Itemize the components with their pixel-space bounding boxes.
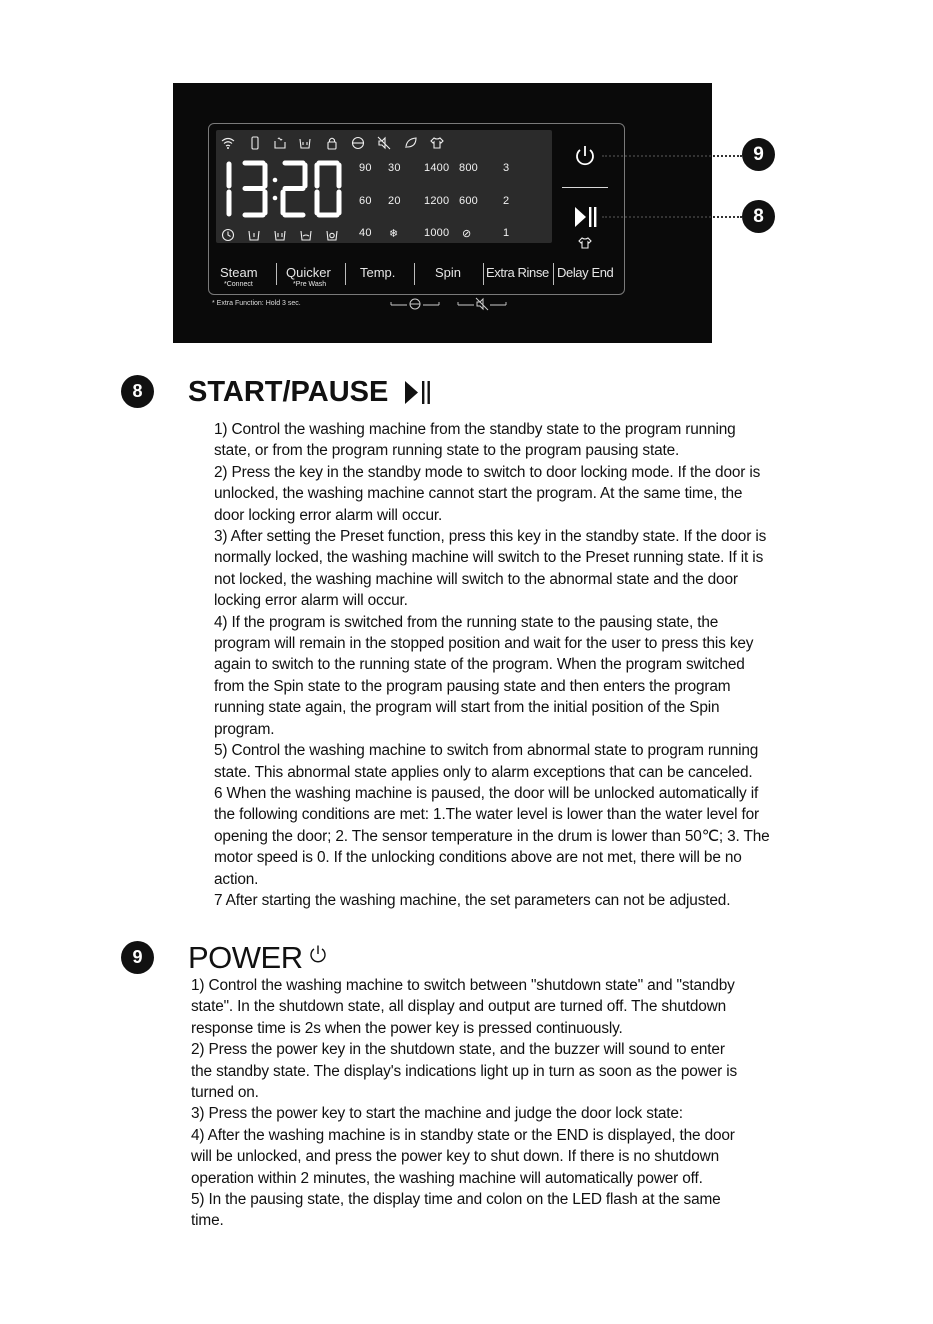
- body-line: door locking error alarm will occur.: [214, 506, 443, 524]
- body-line: 1) Control the washing machine to switch between "shutdown state" and "standby: [191, 977, 735, 994]
- body-line: 5) In the pausing state, the display time and colon on the LED flash at the same: [191, 1191, 721, 1209]
- steam-sub-label: *Connect: [224, 281, 253, 288]
- body-line: locking error alarm will occur.: [214, 592, 408, 610]
- mainwash-icon: [273, 228, 287, 242]
- body-line: program will remain in the stopped position and wait for the user to press this key: [214, 635, 754, 653]
- body-line: unlocked, the washing machine cannot start the program. At the same time, the: [214, 485, 743, 503]
- section-8-title: START/PAUSE: [188, 376, 389, 408]
- power-icon: [573, 144, 597, 168]
- body-line: the following conditions are met: 1.The water level is lower than the water level for: [214, 806, 760, 824]
- body-line: not locked, the washing machine will switch to the abnormal state and the door: [214, 570, 738, 588]
- body-line: turned on.: [191, 1084, 259, 1102]
- divider: [483, 263, 484, 285]
- section-8-body: [214, 419, 770, 911]
- rinse-icon: [299, 228, 313, 242]
- body-line: 3) After setting the Preset function, press this key in the standby state. If the door is: [214, 528, 767, 546]
- extra-rinse-button[interactable]: Extra Rinse: [486, 265, 549, 280]
- body-line: 6 When the washing machine is paused, the door will be unlocked automatically if: [214, 784, 759, 802]
- drum-icon: [351, 136, 365, 150]
- body-line: from the Spin state to the program pausing state and then enters the program: [214, 677, 731, 695]
- body-line: state. This abnormal state applies only to alarm exceptions that can be canceled.: [214, 763, 753, 781]
- steam-icon: [273, 136, 287, 150]
- lock-icon: [325, 136, 339, 150]
- section-9-title: POWER: [188, 940, 303, 975]
- spin-1000: 1000: [424, 227, 450, 239]
- body-line: motor speed is 0. If the unlocking conditions above are not met, there will be no: [214, 849, 742, 867]
- body-line: normally locked, the washing machine will switch to the Preset running state. If it is: [214, 549, 764, 567]
- body-line: will be unlocked, and press the power key to shut down. If there is no shutdown: [191, 1148, 719, 1166]
- callout-line-start: [602, 216, 742, 218]
- power-icon: [308, 944, 328, 964]
- clock-icon: [221, 228, 235, 242]
- body-line: state, or from the program running state to the program pausing state.: [214, 442, 680, 460]
- power-button[interactable]: [573, 144, 597, 168]
- spin-1200: 1200: [424, 195, 450, 207]
- rinse-2: 2: [503, 195, 510, 207]
- wifi-icon: [221, 136, 235, 150]
- tub-icon: [298, 136, 312, 150]
- play-pause-icon: [574, 206, 598, 228]
- lcd-clock-digits: [221, 160, 345, 218]
- temp-20: 20: [388, 195, 401, 207]
- body-line: 7 After starting the washing machine, the set parameters can not be adjusted.: [214, 891, 731, 909]
- divider: [345, 263, 346, 285]
- extra-function-note: * Extra Function: Hold 3 sec.: [212, 300, 301, 307]
- callout-badge-start: 8: [742, 200, 775, 233]
- steam-button[interactable]: Steam: [220, 265, 258, 280]
- spin-1400: 1400: [424, 162, 450, 174]
- rinse-1: 1: [503, 227, 510, 239]
- divider: [276, 263, 277, 285]
- spin-tub-icon: [325, 228, 339, 242]
- cold-icon: ❄: [389, 228, 399, 240]
- body-line: 2) Press the power key in the shutdown state, and the buzzer will sound to enter: [191, 1041, 725, 1059]
- section-8-badge: 8: [121, 375, 154, 408]
- temp-button[interactable]: Temp.: [360, 265, 396, 280]
- body-line: 2) Press the key in the standby mode to switch to door locking mode. If the door is: [214, 463, 761, 481]
- temp-90: 90: [359, 162, 372, 174]
- body-line: action.: [214, 870, 259, 888]
- temp-40: 40: [359, 227, 372, 239]
- shirt-icon: [430, 136, 444, 150]
- start-pause-button[interactable]: [574, 206, 598, 228]
- body-line: operation within 2 minutes, the washing machine will automatically power off.: [191, 1169, 703, 1187]
- section-9-badge: 9: [121, 941, 154, 974]
- phone-icon: [248, 136, 262, 150]
- body-line: time.: [191, 1212, 224, 1230]
- play-pause-icon: [404, 380, 432, 405]
- spin-600: 600: [459, 195, 478, 207]
- divider: [553, 263, 554, 285]
- shirt-small-icon: [578, 236, 592, 250]
- hold-mute-icon: [456, 296, 508, 312]
- body-line: again to switch to the running state of the program. When the program switched: [214, 656, 745, 674]
- lcd-bottom-icon-row: [221, 228, 351, 242]
- rinse-3: 3: [503, 162, 510, 174]
- body-line: the standby state. The display's indications light up in turn as soon as the power is: [191, 1062, 738, 1080]
- body-line: 4) If the program is switched from the running state to the pausing state, the: [214, 613, 719, 631]
- body-line: 3) Press the power key to start the machine and judge the door lock state:: [191, 1105, 683, 1123]
- body-line: opening the door; 2. The sensor temperature in the drum is lower than 50℃; 3. The: [214, 827, 770, 845]
- body-line: 5) Control the washing machine to switch from abnormal state to program running: [214, 742, 759, 760]
- panel-separator: [562, 187, 608, 188]
- body-line: response time is 2s when the power key is pressed continuously.: [191, 1019, 623, 1037]
- body-line: program.: [214, 720, 275, 738]
- quicker-sub-label: *Pre Wash: [293, 281, 327, 288]
- body-line: running state again, the program will start from the initial position of the Spin: [214, 699, 720, 717]
- delay-end-button[interactable]: Delay End: [557, 265, 614, 280]
- eco-icon: [404, 136, 418, 150]
- spin-button[interactable]: Spin: [435, 265, 462, 280]
- divider: [414, 263, 415, 285]
- spin-800: 800: [459, 162, 478, 174]
- body-line: 4) After the washing machine is in standby state or the END is displayed, the door: [191, 1126, 735, 1144]
- body-line: 1) Control the washing machine from the standby state to the program running: [214, 421, 736, 438]
- callout-badge-power: 9: [742, 138, 775, 171]
- mute-icon: [377, 136, 391, 150]
- temp-30: 30: [388, 162, 401, 174]
- body-line: state". In the shutdown state, all display and output are turned off. The shutdown: [191, 998, 727, 1016]
- no-spin-icon: ⊘: [462, 228, 472, 240]
- hold-drum-icon: [389, 296, 441, 312]
- lcd-icon-row: [221, 136, 461, 152]
- section-9-body: [191, 975, 737, 1232]
- quicker-button[interactable]: Quicker: [286, 265, 331, 280]
- prewash-icon: [247, 228, 261, 242]
- temp-60: 60: [359, 195, 372, 207]
- callout-line-power: [602, 155, 742, 157]
